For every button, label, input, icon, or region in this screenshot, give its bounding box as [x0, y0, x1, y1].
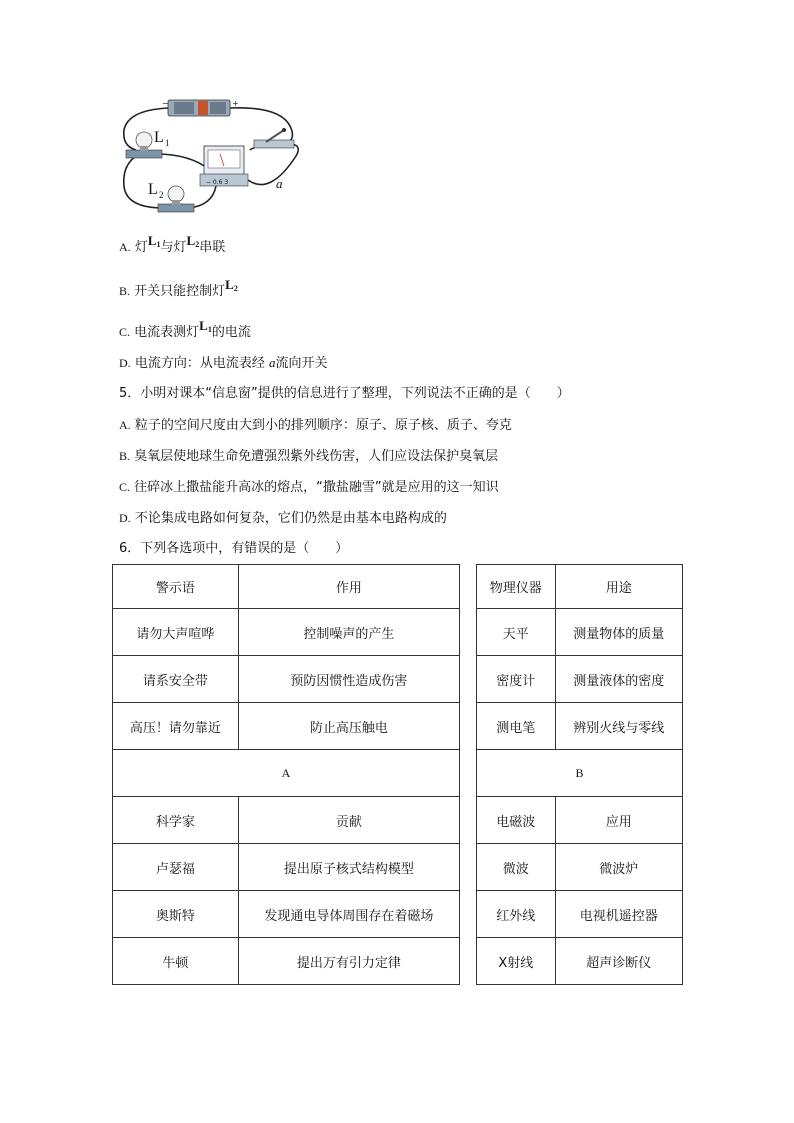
table-cell: 贡献 [238, 797, 459, 844]
table-cell: 防止高压触电 [238, 703, 459, 750]
switch [254, 128, 294, 148]
table-cell: 请勿大声喧哗 [113, 609, 239, 656]
q6-right-table [476, 564, 683, 985]
q5-option-b: B. 臭氧层使地球生命免遭强烈紫外线伤害，人们应设法保护臭氧层 [119, 449, 499, 464]
l1-symbol: $L_1$ [147, 233, 161, 249]
l1-symbol: $L_1$ [199, 318, 212, 334]
table-cell: 牛顿 [113, 938, 239, 985]
q4-option-a: A. 灯$L_1$与灯$L_2$串联 [119, 233, 226, 255]
q5-stem: 5．小明对课本“信息窗”提供的信息进行了整理，下列说法不正确的是（ ） [119, 386, 570, 401]
table-cell: 超声诊断仪 [555, 938, 682, 985]
q4-option-d: D. 电流方向：从电流表经 a流向开关 [119, 355, 328, 371]
battery [168, 100, 230, 116]
table-cell: 测量物体的质量 [555, 609, 682, 656]
option-a-label: A [113, 750, 460, 797]
circuit-diagram [120, 96, 310, 218]
l2-symbol: $L_2$ [225, 277, 238, 293]
table-cell: 用途 [555, 565, 682, 609]
q5-option-a: A. 粒子的空间尺度由大到小的排列顺序：原子、原子核、质子、夸克 [119, 418, 512, 433]
table-cell: 控制噪声的产生 [238, 609, 459, 656]
table-cell: 提出万有引力定律 [238, 938, 459, 985]
battery-plus-label: + [232, 99, 239, 108]
table-cell: 作用 [238, 565, 459, 609]
table-cell: 卢瑟福 [113, 844, 239, 891]
table-cell: 测电笔 [477, 703, 556, 750]
q6-left-table [112, 564, 460, 985]
option-b-label: B [477, 750, 683, 797]
q4-option-b: B. 开关只能控制灯$L_2$ [119, 277, 238, 299]
q4-option-c: C. 电流表测灯$L_1$的电流 [119, 318, 251, 340]
l2-sub-label: 2 [159, 190, 164, 200]
l2-symbol: $L_2$ [186, 233, 200, 249]
table-cell: 科学家 [113, 797, 239, 844]
table-cell: 微波 [477, 844, 556, 891]
table-cell: 发现通电导体周围存在着磁场 [238, 891, 459, 938]
table-cell: 请系安全带 [113, 656, 239, 703]
table-cell: 应用 [555, 797, 682, 844]
table-cell: 红外线 [477, 891, 556, 938]
table-cell: 警示语 [113, 565, 239, 609]
q6-stem: 6．下列各选项中，有错误的是（ ） [119, 541, 349, 556]
table-cell: 辨别火线与零线 [555, 703, 682, 750]
l2-label: L [148, 181, 158, 198]
table-cell: 电磁波 [477, 797, 556, 844]
table-cell: 奥斯特 [113, 891, 239, 938]
wire-l1-l2 [124, 156, 164, 208]
table-cell: 高压！请勿靠近 [113, 703, 239, 750]
table-cell: 电视机遥控器 [555, 891, 682, 938]
table-cell: 测量液体的密度 [555, 656, 682, 703]
q5-option-c: C. 往碎冰上撒盐能升高冰的熔点，“撒盐融雪”就是应用的这一知识 [119, 480, 499, 495]
table-cell: X射线 [477, 938, 556, 985]
battery-minus-label: − [162, 99, 169, 108]
q5-option-d: D. 不论集成电路如何复杂，它们仍然是由基本电路构成的 [119, 511, 447, 526]
table-cell: 物理仪器 [477, 565, 556, 609]
table-cell: 预防因惯性造成伤害 [238, 656, 459, 703]
wire-a [248, 144, 298, 185]
table-cell: 提出原子核式结构模型 [238, 844, 459, 891]
ammeter-terminals: − 0.6 3 [206, 179, 229, 186]
l1-label: L [154, 129, 164, 146]
wire-a-label: a [276, 176, 283, 191]
l1-sub-label: 1 [165, 138, 170, 148]
wire-l1-ammeter [156, 154, 210, 170]
table-cell: 天平 [477, 609, 556, 656]
table-cell: 密度计 [477, 656, 556, 703]
table-cell: 微波炉 [555, 844, 682, 891]
